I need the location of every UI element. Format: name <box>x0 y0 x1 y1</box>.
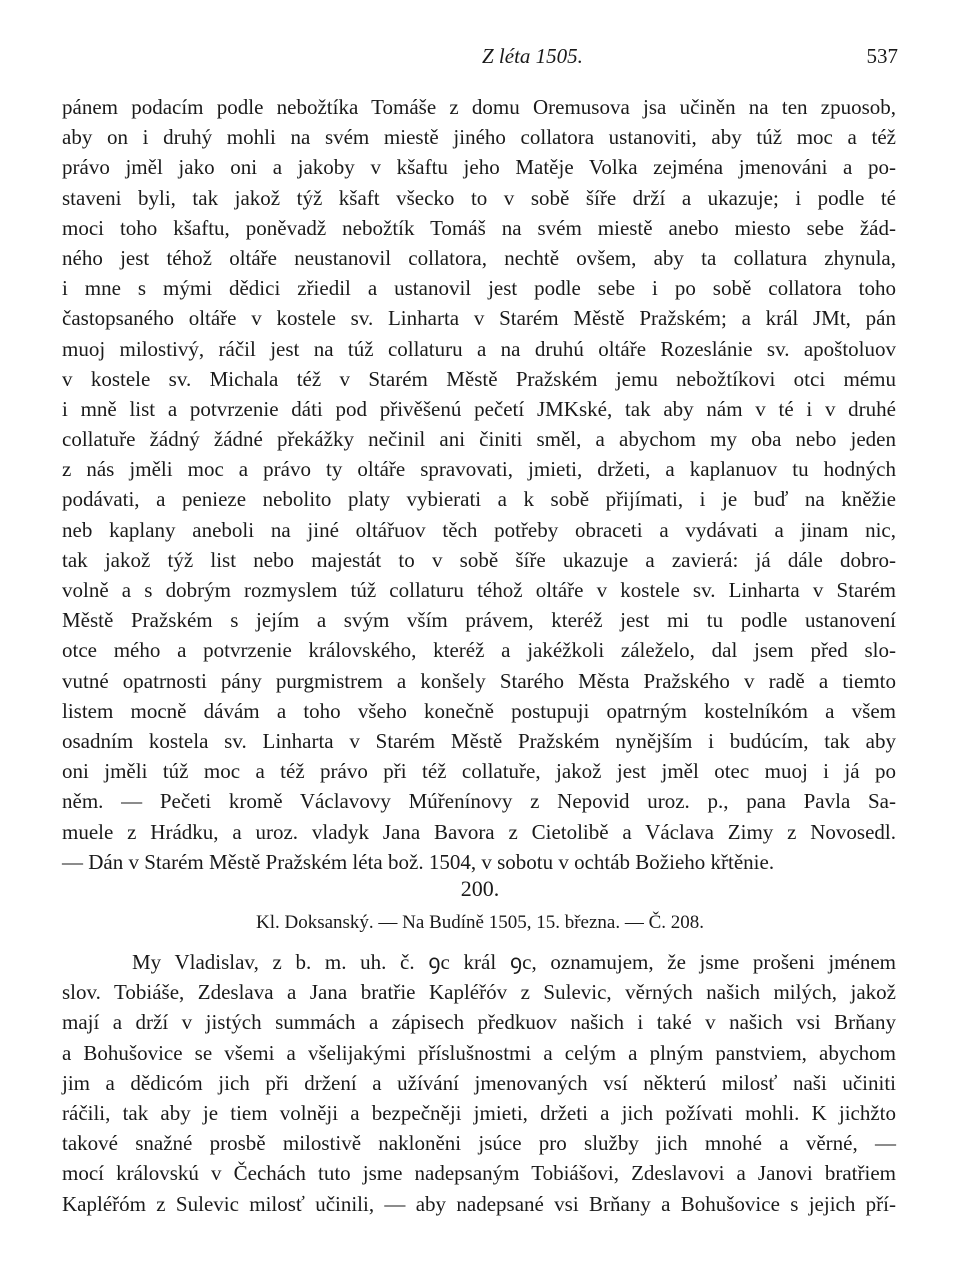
text-line: aby on i druhý mohli na svém miestě jiného collatora ustanoviti, aby túž moc a též <box>62 125 896 150</box>
text-line: otce mého a potvrzenie královského, kteréž a jakéžkoli záleželo, dal jsem před slo- <box>62 638 896 663</box>
text-line: ráčili, tak aby je tiem volněji a bezpečněji jmieti, držeti a jich požívati mohli. K jichžto <box>62 1100 896 1125</box>
text-line: jim a dědicóm jich při držení a užívání jmenovaných vsí některú milosť naši učiniti <box>62 1070 896 1095</box>
text-line: i mně list a potvrzenie dáti pod přivěšenú pečetí JMKské, tak aby nám v té i v druhé <box>62 396 896 421</box>
text-line: slov. Tobiáše, Zdeslava a Jana bratřie Kapléřóv z Sulevic, věrných našich milých, jakož <box>62 980 896 1005</box>
text-line: z nás jměli moc a právo ty oltáře spravovati, jmieti, držeti, a kaplanuov tu hodných <box>62 457 896 482</box>
text-line: vutné opatrnosti pány purgmistrem a konšely Starého Města Pražského v radě a tiemto <box>62 668 896 693</box>
running-head <box>62 44 898 76</box>
paragraph-continued <box>62 92 896 877</box>
text-line: listem mocně dávám a toho všeho konečně postupuji opatrným kostelníkóm a všem <box>62 698 896 723</box>
text-line: pánem podacím podle nebožtíka Tomáše z domu Oremusova jsa učiněn na ten zpuosob, <box>62 95 896 119</box>
text-line: osadním kostela sv. Linharta v Starém Městě Pražském nynějším i budúcím, tak aby <box>62 728 896 753</box>
text-line: — Dán v Starém Městě Pražském léta bož. 1504, v sobotu v ochtáb Božieho křtěnie. <box>62 849 775 874</box>
text-line: takové snažné prosbě milostivě nakloněni jsúce pro služby jich mnohé a věrné, — <box>62 1131 896 1156</box>
text-line: oni jměli túž moc a též právo při též collatuře, jakož jest jměl otec muoj i já po <box>62 759 896 784</box>
text-line: Kapléřóm z Sulevic milosť učinili, — aby nadepsané vsi Brňany a Bohušovice s jejich pří- <box>62 1191 896 1216</box>
text-line: právo jměl jako oni a jakoby v kšaftu jeho Matěje Volka zejména jmenováni a po- <box>62 155 896 180</box>
text-line: muele z Hrádku, a uroz. vladyk Jana Bavora z Cietolibě a Václava Zimy z Novosedl. <box>62 819 896 844</box>
text-line: moci toho kšaftu, poněvadž nebožtík Tomáš na svém miestě anebo miesto sebe žád- <box>62 215 896 240</box>
text-line: a Bohušovice se všemi a všelijakými příslušnostmi a celým a plným panstviem, abychom <box>62 1040 896 1065</box>
text-line: collatuře žádný žádné překážky nečinil ani činiti směl, a abychom my oba nebo jeden <box>62 427 896 452</box>
page-number: 537 <box>866 44 898 68</box>
text-line: v kostele sv. Michala též v Starém Městě Pražském jemu nebožtíkovi otci mému <box>62 366 896 391</box>
document-number: 200. <box>460 876 500 901</box>
text-line: My Vladislav, z b. m. uh. č. ꝯc král ꝯc, oznamujem, že jsme prošeni jménem <box>132 950 896 974</box>
text-line: staveni byli, tak jakož týž kšaft všecko to v sobě šíře drží a ukazuje; i podle té <box>62 185 896 210</box>
running-title: Z léta 1505. <box>482 44 583 68</box>
text-line: muoj milostivý, ráčil jest na túž collaturu a na druhú oltáře Rozeslánie sv. apoštoluov <box>62 336 896 361</box>
text-line: častopsaného oltáře v kostele sv. Linharta v Starém Městě Pražském; a král JMt, pán <box>62 306 896 331</box>
text-line: mají a drží v jistých summách a zápisech předkuov našich i také v našich vsi Brňany <box>62 1010 896 1035</box>
text-line: i mne s mými dědici zřiedil a ustanovil jest podle sebe i po sobě collatora toho <box>62 276 896 301</box>
text-line: podávati, a penieze nebolito platy vybierati a k sobě přijímati, i je buď na kněžie <box>62 487 896 512</box>
text-line: volně a s dobrým rozmyslem túž collaturu téhož oltáře v kostele sv. Linharta v Starém <box>62 578 896 602</box>
paragraph-charter <box>62 947 896 1219</box>
text-line: neb kaplany aneboli na jiné oltářuov těch potřeby obraceti a vydávati a jinam nic, <box>62 517 896 542</box>
text-line: něm. — Pečeti kromě Václavovy Múřenínovy z Nepovid uroz. p., pana Pavla Sa- <box>62 789 896 814</box>
text-line: mocí královskú v Čechách tuto jsme nadepsaným Tobiášovi, Zdeslavovi a Janovi bratřiem <box>62 1161 896 1186</box>
text-line: Městě Pražském s jejím a svým vším právem, kteréž jest mi tu podle ustanovení <box>62 608 896 633</box>
text-line: ného jest téhož oltáře neustanovil collatora, nechtě ovšem, aby ta collatura zhynula, <box>62 245 896 270</box>
document-source: Kl. Doksanský. — Na Budíně 1505, 15. března. — Č. 208. <box>255 912 705 933</box>
text-line: tak jakož týž list nebo majestát to v sobě šíře ukazuje a zavierá: já dále dobro- <box>62 547 896 572</box>
